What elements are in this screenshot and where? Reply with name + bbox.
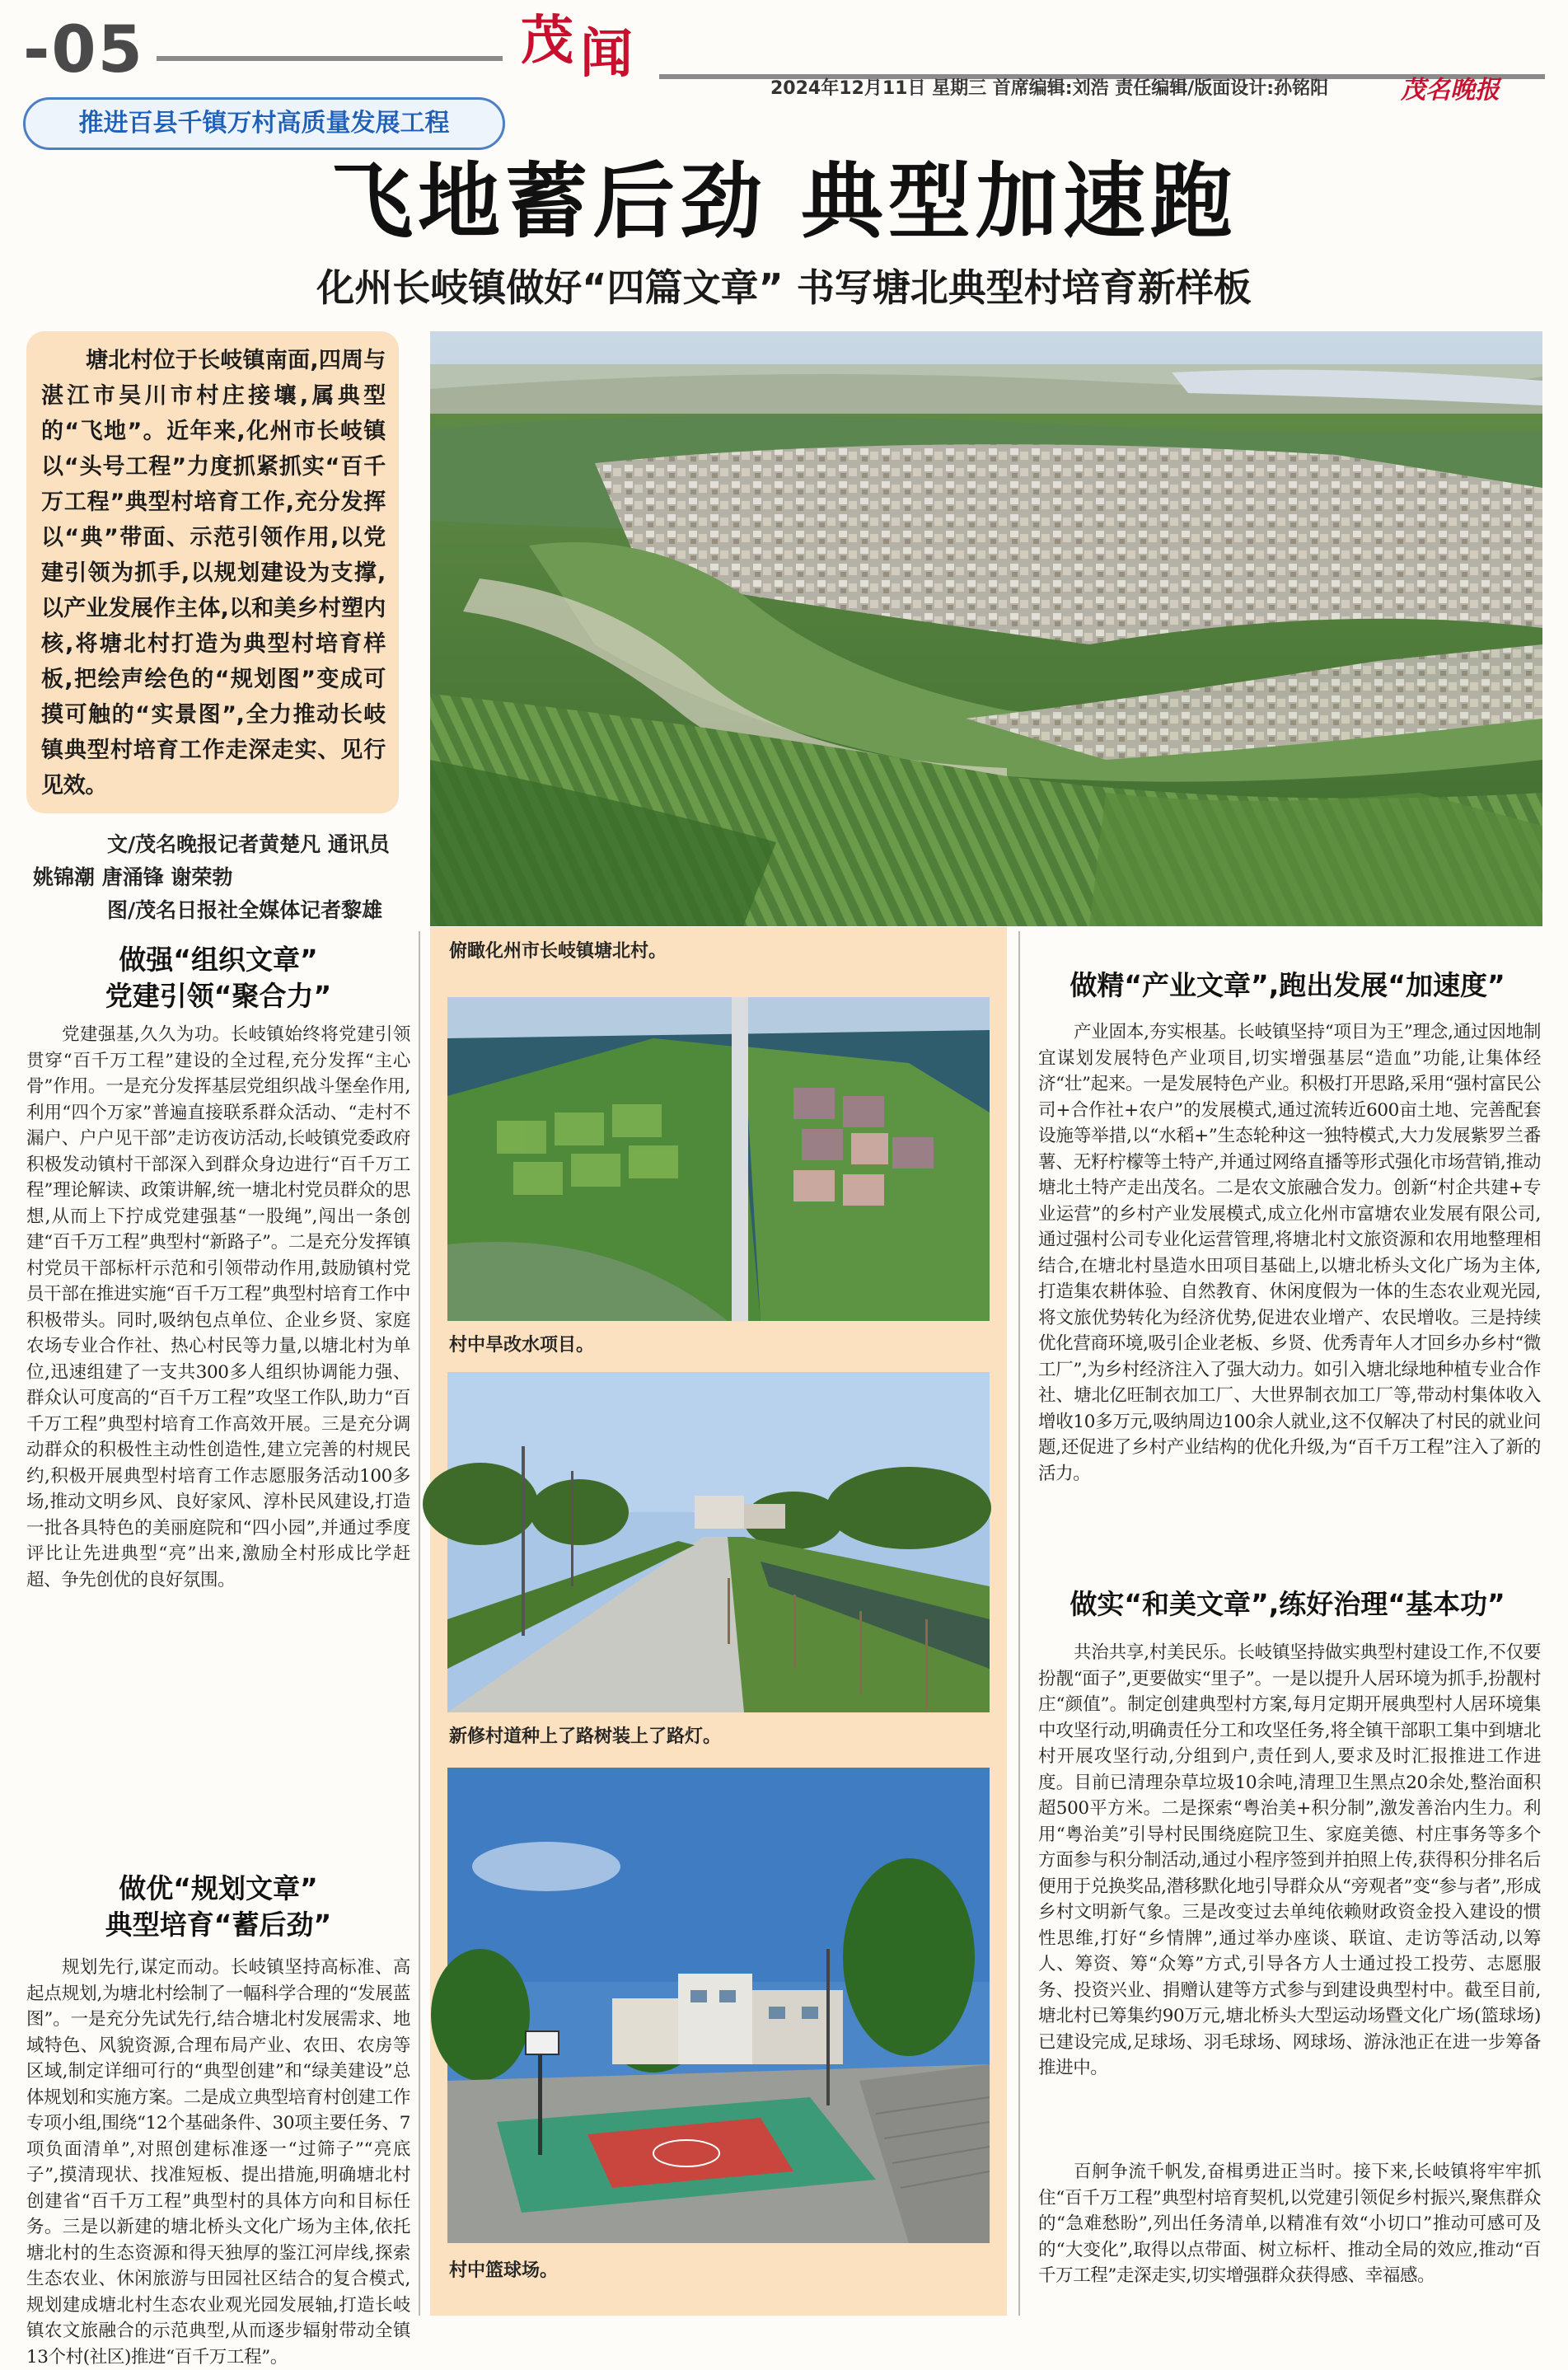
photo3-caption: 村中篮球场。 bbox=[449, 2260, 559, 2281]
byline-line-2: 姚锦潮 唐涌锋 谢荣勃 bbox=[33, 865, 233, 889]
lead-box bbox=[26, 331, 399, 813]
photo1-caption: 村中旱改水项目。 bbox=[449, 1335, 595, 1356]
basketball-court-illustration bbox=[447, 1768, 990, 2243]
paddy-field-illustration bbox=[447, 997, 990, 1321]
page-number: -05 bbox=[23, 13, 144, 87]
industry-heading: 做精“产业文章”,跑出发展“加速度” bbox=[1070, 969, 1505, 1001]
organization-heading bbox=[25, 942, 412, 1014]
header-rule-left bbox=[157, 56, 503, 61]
planning-body: 规划先行,谋定而动。长岐镇坚持高标准、高起点规划,为塘北村绘制了一幅科学合理的“发展蓝图”。一是充分先试先行,结合塘北村发展需求、地域特色、风貌资源,合理布局产业、农田、农房等区域,制定详细可行的“典型创建”和“绿美建设”总体规划和实施方案。二是成立典型培育村创建工作专项小组,围绕“12个基础条件、30项主要任务、7项负面清单”,对照创建标准逐一“过筛子”“亮底子”,摸清现状、找准短板、提出措施,明确塘北村创建省“百千万工程”典型村的具体方向和目标任务。三是以新建的塘北桥头文化广场为主体,依托塘北村的生态资源和得天独厚的鉴江河岸线,探索生态农业、休闲旅游与田园社区结合的复合模式,规划建成塘北村生态农业观光园发展轴,打造长岐镇农文旅融合的示范典型,从而逐步辐射带动全镇13个村(社区)推进“百千万工程”。 bbox=[26, 1957, 410, 2368]
dry-to-paddy-photo bbox=[447, 997, 990, 1321]
harmony-body-1: 共治共享,村美民乐。长岐镇坚持做实典型村建设工作,不仅要扮靓“面子”,更要做实“里子”。一是以提升人居环境为抓手,扮靓村庄“颜值”。制定创建典型村方案,每月定期开展典型村人居环境集中攻坚行动,明确责任分工和攻坚任务,将全镇干部职工集中到塘北村开展攻坚行动,分组到户,责任到人,要求及时汇报推进工作进度。目前已清理杂草垃圾10余吨,清理卫生黑点20余处,整治面积超500平方米。二是探索“粤治美+积分制”,激发善治内生力。利用“粤治美”引导村民围绕庭院卫生、家庭美德、村庄事务等多个方面参与积分制活动,通过小程序签到并拍照上传,获得积分排名后便用于兑换奖品,潜移默化地引导群众从“旁观者”变“参与者”,形成乡村文明新气象。三是改变过去单纯依赖财政资金投入建设的惯性思维,打好“乡情牌”,通过举办座谈、联谊、走访等活动,以筹人、筹资、筹“众筹”方式,引导各方人士通过投工投劳、志愿服务、投资兴业、捐赠认建等方式参与到建设典型村中。截至目前,塘北村已筹集约90万元,塘北桥头大型运动场暨文化广场(篮球场)已建设完成,足球场、羽毛球场、网球场、游泳池正在进一步筹备推进中。 bbox=[1038, 1642, 1541, 2078]
column-rule-1 bbox=[419, 931, 420, 2316]
organization-heading-line-1: 做强“组织文章” bbox=[119, 944, 318, 976]
planning-heading-line-2: 典型培育“蓄后劲” bbox=[105, 1909, 332, 1941]
section-logo bbox=[521, 10, 644, 85]
planning-heading bbox=[25, 1871, 412, 1943]
campaign-banner: 推进百县千镇万村高质量发展工程 bbox=[23, 97, 505, 150]
village-road-illustration bbox=[447, 1372, 990, 1712]
main-headline: 飞地蓄后劲 典型加速跑 bbox=[330, 153, 1238, 250]
aerial-village-illustration bbox=[430, 331, 1542, 926]
harmony-body-2: 百舸争流千帆发,奋楫勇进正当时。接下来,长岐镇将牢牢抓住“百千万工程”典型村培育契机,以党建引领促乡村振兴,聚焦群众的“急难愁盼”,列出任务清单,以精准有效“小切口”推动可感可及的“大变化”,取得以点带面、树立标杆、推动全局的效应,推动“百千万工程”走深走实,切实增强群众获得感、幸福感。 bbox=[1038, 2162, 1541, 2286]
hero-aerial-photo bbox=[430, 331, 1542, 926]
organization-body: 党建强基,久久为功。长岐镇始终将党建引领贯穿“百千万工程”建设的全过程,充分发挥“主心骨”作用。一是充分发挥基层党组织战斗堡垒作用,利用“四个万家”普遍直接联系群众活动、“走村不漏户、户户见干部”走访夜访活动,长岐镇党委政府积极发动镇村干部深入到群众身边进行“百千万工程”理论解读、政策讲解,统一塘北村党员群众的思想,从而上下拧成党建强基“一股绳”,闯出一条创建“百千万工程”典型村“新路子”。二是充分发挥镇村党员干部标杆示范和引领带动作用,鼓励镇村党员干部在推进实施“百千万工程”典型村培育工作中积极带头。同时,吸纳包点单位、企业乡贤、家庭农场专业合作社、热心村民等力量,以塘北村为单位,迅速组建了一支共300多人组织协调能力强、群众认可度高的“百千万工程”攻坚工作队,助力“百千万工程”典型村培育工作高效开展。三是充分调动群众的积极性主动性创造性,建立完善的村规民约,积极开展典型村培育工作志愿服务活动100多场,推动文明乡风、良好家风、淳朴民风建设,打造一批各具特色的美丽庭院和“四小园”,并通过季度评比让先进典型“亮”出来,激励全村形成比学赶超、争先创优的良好氛围。 bbox=[26, 1024, 410, 1590]
hero-caption: 俯瞰化州市长岐镇塘北村。 bbox=[449, 941, 667, 962]
organization-heading-line-2: 党建引领“聚合力” bbox=[105, 980, 332, 1012]
issue-meta: 2024年12月11日 星期三 首席编辑:刘浩 责任编辑/版面设计:孙铭阳 bbox=[770, 78, 1329, 99]
photo2-caption: 新修村道种上了路树装上了路灯。 bbox=[449, 1726, 722, 1747]
section-logo-char-2: 闻 bbox=[580, 23, 633, 85]
section-logo-char-1: 茂 bbox=[521, 10, 573, 72]
lead-paragraph: 塘北村位于长岐镇南面,四周与湛江市吴川市村庄接壤,属典型的“飞地”。近年来,化州市长岐镇以“头号工程”力度抓紧抓实“百千万工程”典型村培育工作,充分发挥以“典”带面、示范引领作用,以党建引领为抓手,以规划建设为支撑,以产业发展作主体,以和美乡村塑内核,将塘北村打造为典型村培育样板,把绘声绘色的“规划图”变成可摸可触的“实景图”,全力推动长岐镇典型村培育工作走深走实、见行见效。 bbox=[41, 348, 386, 799]
basketball-court-photo bbox=[447, 1768, 990, 2243]
sub-headline: 化州长岐镇做好“四篇文章” 书写塘北典型村培育新样板 bbox=[316, 265, 1252, 310]
byline-line-3: 图/茂名日报社全媒体记者黎雄 bbox=[107, 898, 383, 922]
industry-body: 产业固本,夯实根基。长岐镇坚持“项目为王”理念,通过因地制宜谋划发展特色产业项目,切实增强基层“造血”功能,让集体经济“壮”起来。一是发展特色产业。积极打开思路,采用“强村富民公司+合作社+农户”的发展模式,通过流转近600亩土地、完善配套设施等举措,以“水稻+”生态轮种这一独特模式,大力发展紫罗兰番薯、无籽柠檬等土特产,并通过网络直播等形式强化市场营销,推动塘北土特产走出茂名。二是农文旅融合发力。创新“村企共建+专业运营”的乡村产业发展模式,成立化州市富塘农业发展有限公司,通过强村公司专业化运营管理,将塘北村文旅资源和农用地整理相结合,在塘北村垦造水田项目基础上,以塘北桥头文化广场为主体,打造集农耕体验、自然教育、休闲度假为一体的生态农业观光园,将文旅优势转化为经济优势,促进农业增产、农民增收。三是持续优化营商环境,吸引企业老板、乡贤、优秀青年人才回乡办乡村“微工厂”,为乡村经济注入了强大动力。如引入塘北绿地种植专业合作社、塘北亿旺制衣加工厂、大世界制衣加工厂等,带动村集体收入增收10多万元,吸纳周边100余人就业,这不仅解决了村民的就业问题,还促进了乡村产业结构的优化升级,为“百千万工程”注入了新的活力。 bbox=[1038, 1022, 1541, 1484]
column-rule-2 bbox=[1018, 931, 1020, 2316]
byline-line-1: 文/茂名晚报记者黄楚凡 通讯员 bbox=[107, 832, 390, 856]
planning-heading-line-1: 做优“规划文章” bbox=[119, 1872, 318, 1904]
harmony-heading: 做实“和美文章”,练好治理“基本功” bbox=[1070, 1588, 1505, 1620]
village-road-photo bbox=[447, 1372, 990, 1712]
byline bbox=[33, 828, 404, 927]
newspaper-logo: 茂名晚报 bbox=[1401, 76, 1500, 105]
